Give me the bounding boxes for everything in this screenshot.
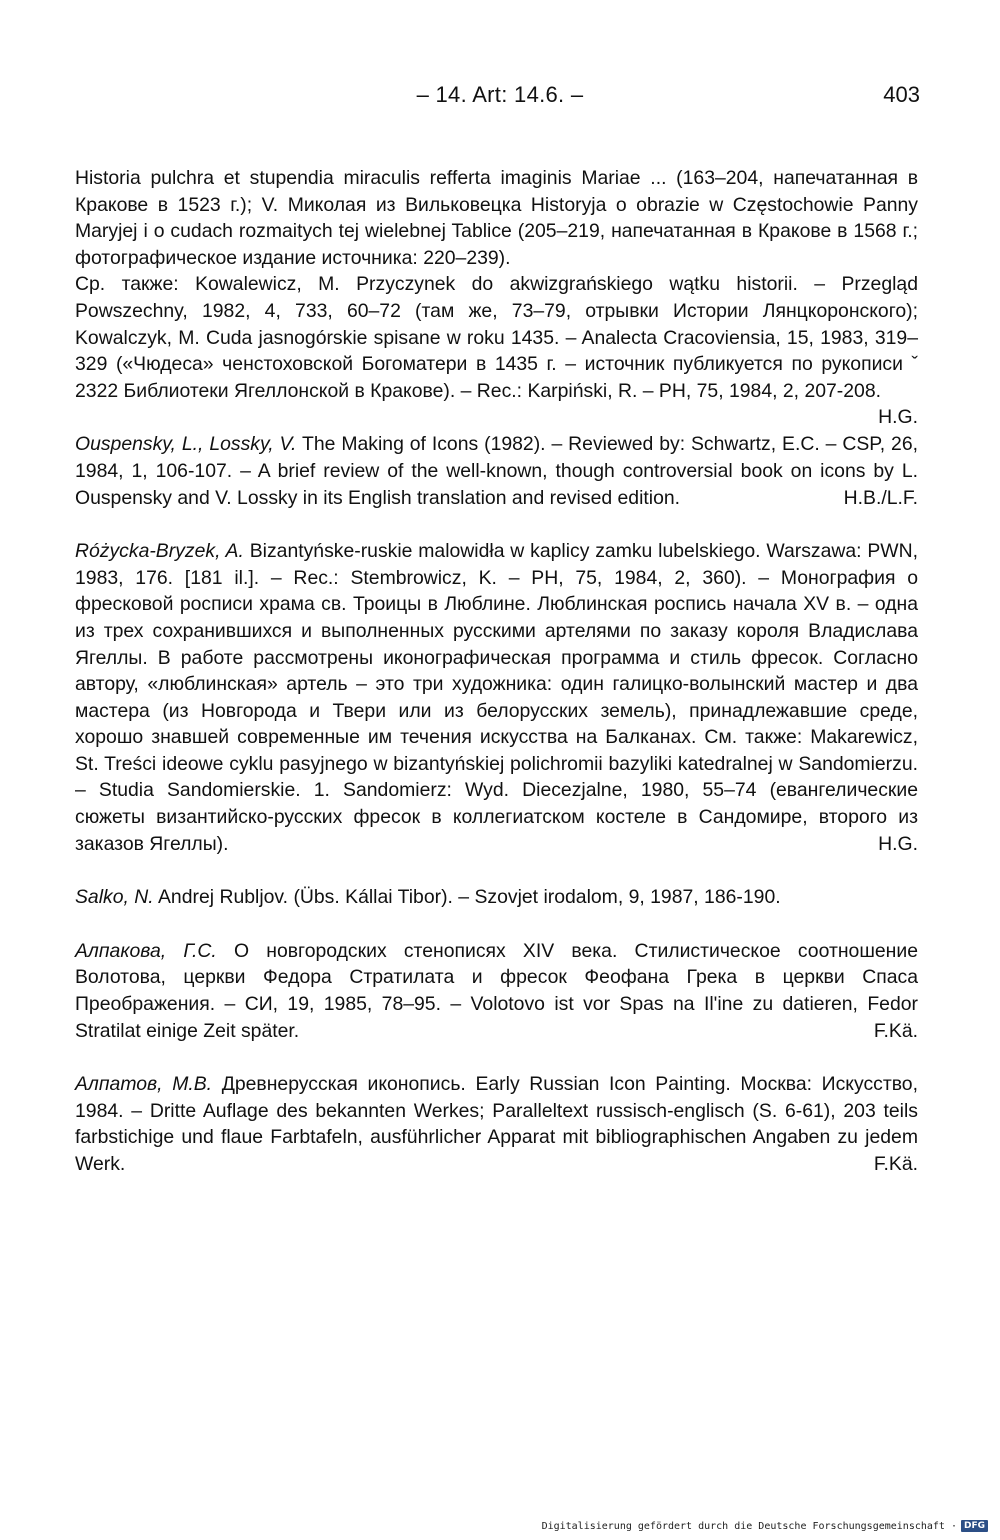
reviewer-initials: F.Kä.: [873, 1153, 918, 1175]
entry-text: Древнерусская иконопись. Early Russian Icon Painting. Москва: Искусство, 1984. – Dritte Auflage des bekannten Werkes; Paralleltext russisch-englisch (S. 6-61), 203 teils farbstichige und flaue Farbtafeln, ausführlicher Apparat mit bibliographischen Angaben zu jedem Werk.: [75, 1073, 918, 1175]
reviewer-initials: F.Kä.: [873, 1019, 918, 1042]
dfg-logo-icon: DFG: [961, 1520, 988, 1532]
reviewer-initials: H.G.: [878, 406, 918, 429]
bibliography-entry: [75, 431, 918, 511]
entry-text: Historia pulchra et stupendia miraculis refferta imaginis Mariae ... (163–204, напечатанная в Кракове в 1523 г.); V. Миколая из Вильковецка Historyja o obrazie w Częstochowie Panny Maryjej i o cudach rozmaitych tej wielebnej Tablice (205–219, напечатанная в Кракове в 1568 г.; фотографическое издание источника: 220–239).: [75, 167, 918, 269]
reviewer-initials: H.B./L.F.: [843, 486, 918, 509]
entry-text: Ср. также: Kowalewicz, M. Przyczynek do akwizgrańskiego wątku historii. – Przegląd Powszechny, 1982, 4, 733, 60–72 (там же, 73–79, отрывки Истории Лянцкоронского); Kowalczyk, M. Cuda jasnogórskie spisane w roku 1435. – Analecta Cracoviensia, 15, 1983, 319–329 («Чюдеса» ченстоховской Богоматери в 1435 г. – источник публикуется по рукописи ˇ 2322 Библиотеки Ягеллонской в Кракове). – Rec.: Karpiński, R. – PH, 75, 1984, 2, 207-208.: [75, 273, 918, 402]
running-head: – 14. Art: 14.6. –: [416, 82, 584, 107]
entry-text: The Making of Icons (1982). – Reviewed by: Schwartz, E.C. – CSP, 26, 1984, 1, 106-107. – A brief review of the well-known, though controversial book on icons by L. Ouspensky and V. Lossky in its English translation and revised edition.: [75, 433, 918, 509]
bibliography-body: [75, 165, 918, 1205]
reviewer-initials: H.G.: [878, 832, 918, 855]
entry-author: Алпатов, М.В.: [75, 1073, 213, 1096]
entry-text: Andrej Rubljov. (Übs. Kállai Tibor). – Szovjet irodalom, 9, 1987, 186-190.: [158, 886, 781, 909]
entry-author: Ouspensky, L., Lossky, V.: [75, 433, 297, 456]
entry-author: Salko, N.: [75, 886, 154, 909]
bibliography-entry: [75, 884, 918, 911]
bibliography-entry: [75, 1071, 918, 1177]
page-number: 403: [883, 82, 920, 107]
bibliography-entry: [75, 165, 918, 271]
footer-credit: Digitalisierung gefördert durch die Deutsche Forschungsgemeinschaft ·: [541, 1520, 957, 1532]
bibliography-entry: [75, 538, 918, 857]
entry-author: Różycka-Bryzek, A.: [75, 540, 244, 563]
bibliography-entry: [75, 271, 918, 429]
digitization-footer: [542, 1520, 988, 1532]
entry-author: Алпакова, Г.С.: [75, 939, 217, 962]
entry-text: Bizantyńske-ruskie malowidła w kaplicy zamku lubelskiego. Warszawa: PWN, 1983, 176. [181 il.]. – Rec.: Stembrowicz, K. – PH, 75, 1984, 2, 360). – Монография о фресковой росписи храма св. Троицы в Люблине. Люблинская роспись начала XV в. – одна из трех сохранившихся и выполненных русскими артелями по заказу короля Владислава Ягеллы. В работе рассмотрены иконографическая программа и стиль фресок. Согласно автору, «люблинская» артель – это три художника: один галицко-волынский мастер и два мастера (из Новгорода и Твери или из белорусских земель), принадлежавшие среде, хорошо знавшей современные им течения искусства на Балканах. См. также: Makarewicz, St. Treści ideowe cyklu pasyjnego w bizantyńskiej polichromii bazyliki katedralnej w Sandomierzu. – Studia Sandomierskie. 1. Sandomierz: Wyd. Diecezjalne, 1980, 55–74 (евангелические сюжеты византийско-русских фресок в коллегиатском костеле в Сандомире, второго из заказов Ягеллы).: [75, 540, 919, 855]
bibliography-entry: [75, 938, 918, 1044]
entry-text: О новгородских стенописях XIV века. Стилистическое соотношение Волотова, церкви Федора Стратилата и фресок Феофана Грека в церкви Спаса Преображения. – СИ, 19, 1985, 78–95. – Volotovo ist vor Spas na Il'ine zu datieren, Fedor Stratilat einige Zeit später.: [75, 939, 918, 1042]
